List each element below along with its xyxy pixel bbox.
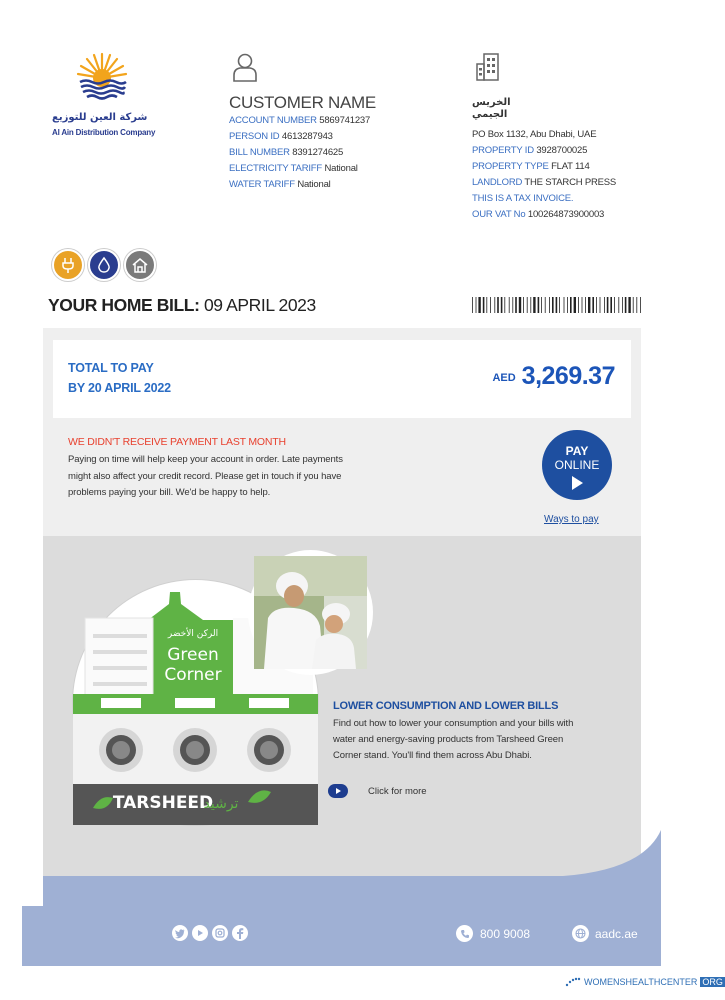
person-id-row: PERSON ID 4613287943 [229,131,333,142]
watermark-suffix: ORG [702,977,723,987]
website-link[interactable] [572,925,638,942]
footer-wave [43,830,661,910]
tarsheed-brand: TARSHEED [112,793,214,813]
amount-value: 3,269.37 [521,362,615,390]
property-id-row: PROPERTY ID 3928700025 [472,145,588,156]
payment-warning-title: WE DIDN'T RECEIVE PAYMENT LAST MONTH [68,436,286,448]
tarsheed-brand-arabic: ترشيد [203,796,239,812]
phone-icon [456,925,473,942]
green-corner-arabic: الركن الأخضر [167,629,219,639]
tax-invoice-note: THIS IS A TAX INVOICE. [472,193,574,204]
area-name-arabic: الخريس الجيمي [472,97,511,120]
bill-title-label: YOUR HOME BILL: [48,295,200,315]
play-arrow-icon [572,476,583,490]
payment-warning-text: Paying on time will help keep your account in order. Late payments might also affect your credit record. Please get in touch if you have problems paying your bill. We'd be happy to help. [68,454,343,498]
phone-number: 800 9008 [480,926,531,941]
watermark-text: WOMENSHEALTHCENTER [584,977,698,987]
globe-icon [572,925,589,942]
social-links [172,925,248,941]
property-type-row: PROPERTY TYPE FLAT 114 [472,161,590,172]
electricity-tariff-row: ELECTRICITY TARIFF National [229,163,358,174]
bill-number-row: BILL NUMBER 8391274625 [229,147,344,158]
twitter-icon[interactable] [172,925,188,941]
facebook-icon[interactable] [232,925,248,941]
customer-name: CUSTOMER NAME [229,93,376,112]
sun-waves-logo-icon [76,52,128,104]
green-corner-line1: Green [167,645,219,665]
account-number-row: ACCOUNT NUMBER 5869741237 [229,115,371,126]
vat-number-row: OUR VAT No 100264873900003 [472,209,605,220]
landlord-row: LANDLORD THE STARCH PRESS [472,177,617,188]
service-icons [52,249,156,283]
company-logo [52,52,162,142]
person-icon [232,52,258,82]
bill-title [48,295,316,316]
bill-summary-panel [43,328,641,876]
click-for-more-link[interactable] [328,784,427,798]
green-corner-line2: Corner [164,665,222,685]
electricity-icon [52,249,84,281]
play-icon [328,784,348,798]
promo-text: Find out how to lower your consumption and your bills with water and energy-saving products from Tarsheed Green Corner stand. You'll find them across Abu Dhabi. [333,718,574,761]
total-to-pay-card [53,340,631,418]
dots-logo-icon [565,977,581,987]
click-for-more-label: Click for more [368,785,427,797]
website-url: aadc.ae [595,926,638,941]
po-box: PO Box 1132, Abu Dhabi, UAE [472,129,597,140]
footer-bar [22,906,661,966]
building-icon [475,52,501,82]
home-icon [124,249,156,281]
instagram-icon[interactable] [212,925,228,941]
total-to-pay-label: TOTAL TO PAY BY 20 APRIL 2022 [68,361,171,395]
total-amount [492,362,615,391]
company-name-english: Al Ain Distribution Company [52,128,156,137]
pay-online-button[interactable]: PAY ONLINE [542,430,612,500]
currency: AED [492,372,516,384]
watermark [565,977,725,987]
ways-to-pay-link[interactable]: Ways to pay [544,514,599,525]
bill-date: 09 APRIL 2023 [203,295,316,315]
customer-details [229,52,429,193]
barcode-icon [472,297,642,313]
company-name-arabic: شركة العين للتوزيع [52,112,148,123]
phone-contact[interactable] [456,925,530,942]
water-drop-icon [88,249,120,281]
water-tariff-row: WATER TARIFF National [229,179,331,190]
promo-section [43,536,641,876]
youtube-icon[interactable] [192,925,208,941]
promo-title: LOWER CONSUMPTION AND LOWER BILLS [333,700,559,712]
property-details [472,52,672,223]
family-photo [248,550,373,675]
